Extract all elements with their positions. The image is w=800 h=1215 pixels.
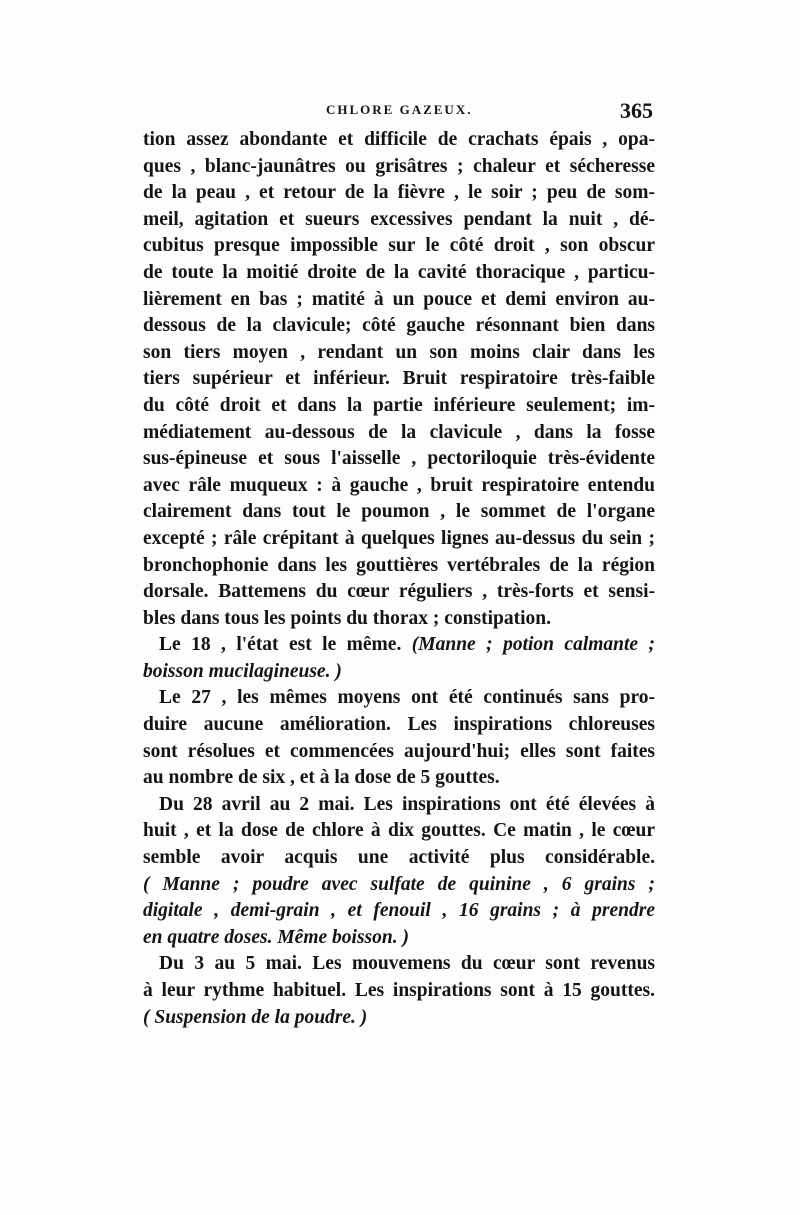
- text-line: huit , et la dose de chlore à dix gouttes. Ce matin , le cœur: [143, 820, 655, 842]
- text-line: de toute la moitié droite de la cavité thoracique , particu-: [143, 261, 655, 283]
- text-line: tion assez abondante et difficile de crachats épais , opa-: [143, 129, 655, 150]
- text-line: lièrement en bas ; matité à un pouce et demi environ au-: [143, 288, 655, 310]
- prescription-line: ( Manne ; poudre avec sulfate de quinine , 6 grains ;: [143, 873, 655, 895]
- paragraph-line: Du 28 avril au 2 mai. Les inspirations ont été élevées à: [159, 793, 655, 815]
- prescription-line: boisson mucilagineuse. ): [143, 660, 342, 682]
- prescription-line: ( Suspension de la poudre. ): [143, 1006, 368, 1028]
- text-line: meil, agitation et sueurs excessives pendant la nuit , dé-: [143, 208, 655, 230]
- text-span: Le 18 , l'état est le même.: [159, 634, 402, 656]
- running-head: CHLORE GAZEUX.: [326, 102, 473, 117]
- text-line: son tiers moyen , rendant un son moins clair dans les: [143, 341, 655, 363]
- page-header: [143, 98, 653, 128]
- text-line: médiatement au-dessous de la clavicule , dans la fosse: [143, 421, 655, 443]
- text-line: dessous de la clavicule; côté gauche résonnant bien dans: [143, 315, 655, 337]
- text-line: à leur rythme habituel. Les inspirations sont à 15 gouttes.: [143, 980, 655, 1001]
- text-line: avec râle muqueux : à gauche , bruit respiratoire entendu: [143, 474, 655, 496]
- paragraph-line: [143, 632, 655, 659]
- prescription-line: digitale , demi-grain , et fenouil , 16 grains ; à prendre: [143, 900, 655, 922]
- body-text: [143, 127, 655, 1031]
- text-line: bronchophonie dans les gouttières vertébrales de la région: [143, 554, 655, 576]
- paragraph-line: Le 27 , les mêmes moyens ont été continués sans pro-: [159, 687, 655, 709]
- prescription-text: (Manne ; potion calmante ;: [411, 634, 655, 656]
- text-line: au nombre de six , et à la dose de 5 gouttes.: [143, 767, 500, 789]
- text-line: dorsale. Battemens du cœur réguliers , très-forts et sensi-: [143, 581, 655, 603]
- text-line: duire aucune amélioration. Les inspirations chloreuses: [143, 714, 655, 736]
- text-line: excepté ; râle crépitant à quelques lignes au-dessus du sein ;: [143, 527, 655, 549]
- paragraph-line: Du 3 au 5 mai. Les mouvemens du cœur sont revenus: [159, 953, 655, 975]
- text-line: de la peau , et retour de la fièvre , le soir ; peu de som-: [143, 182, 655, 204]
- text-line: clairement dans tout le poumon , le sommet de l'organe: [143, 501, 655, 523]
- prescription-line: en quatre doses. Même boisson. ): [143, 926, 409, 948]
- text-line: du côté droit et dans la partie inférieure seulement; im-: [143, 394, 655, 416]
- text-line: sus-épineuse et sous l'aisselle , pectoriloquie très-évidente: [143, 448, 655, 470]
- text-line: semble avoir acquis une activité plus considérable.: [143, 847, 655, 869]
- page-number: 365: [620, 98, 653, 123]
- text-line: sont résolues et commencées aujourd'hui; elles sont faites: [143, 740, 655, 762]
- text-line: bles dans tous les points du thorax ; constipation.: [143, 607, 551, 629]
- text-line: cubitus presque impossible sur le côté droit , son obscur: [143, 235, 655, 257]
- text-line: tiers supérieur et inférieur. Bruit respiratoire très-faible: [143, 368, 655, 390]
- text-line: ques , blanc-jaunâtres ou grisâtres ; chaleur et sécheresse: [143, 155, 655, 177]
